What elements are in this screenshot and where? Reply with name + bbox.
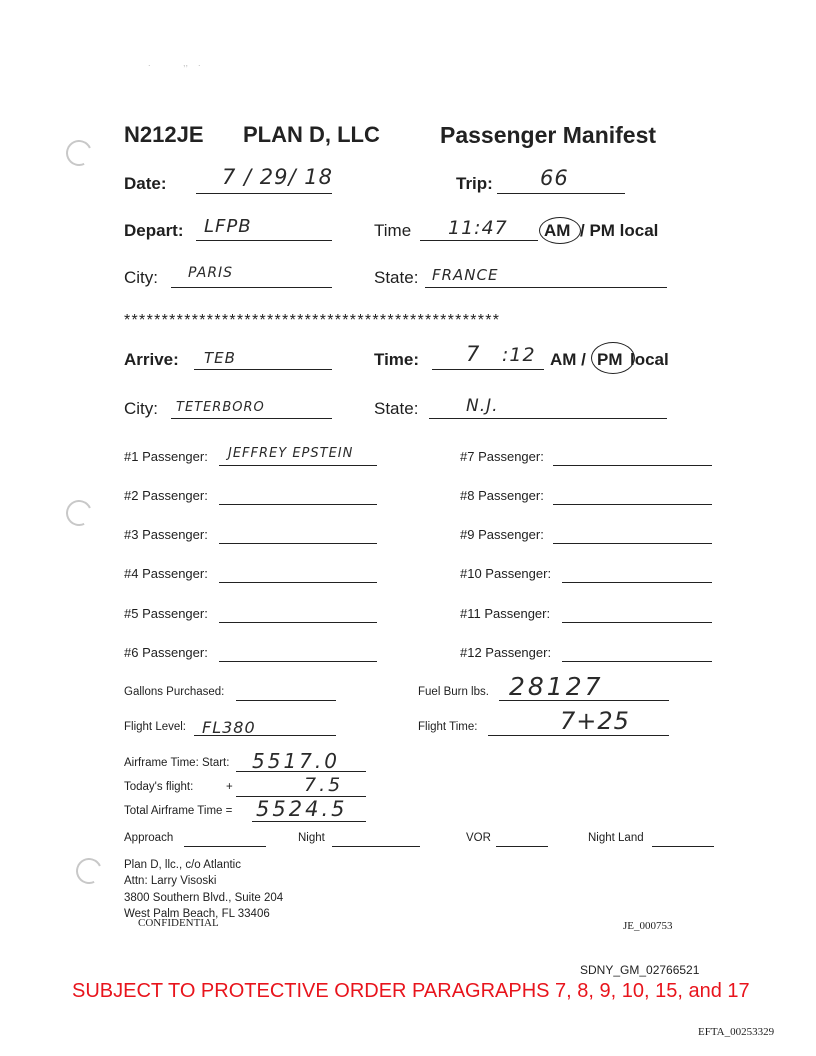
passenger-line-12 xyxy=(562,661,712,662)
punch-hole-middle xyxy=(62,496,95,529)
airframe-start-value: 5517.0 xyxy=(252,749,340,773)
passenger-line-3 xyxy=(219,543,377,544)
gallons-label: Gallons Purchased: xyxy=(124,686,225,698)
passenger-label-7: #7 Passenger: xyxy=(460,449,544,464)
arrive-value: TEB xyxy=(204,349,236,367)
total-airframe-line xyxy=(252,821,366,822)
trip-label: Trip: xyxy=(456,174,493,193)
airframe-start-label: Airframe Time: Start: xyxy=(124,757,230,769)
passenger-line-8 xyxy=(553,504,712,505)
passenger-label-9: #9 Passenger: xyxy=(460,527,544,542)
arrive-local-text: local xyxy=(630,350,669,369)
depart-time-value: 11:47 xyxy=(448,217,508,239)
passenger-label-5: #5 Passenger: xyxy=(124,606,208,621)
depart-value: LFPB xyxy=(204,216,252,237)
arrive-city-value: TETERBORO xyxy=(176,400,265,415)
protective-order-notice: SUBJECT TO PROTECTIVE ORDER PARAGRAPHS 7, 8, 9, 10, 15, and 17 xyxy=(72,980,750,1002)
passenger-label-6: #6 Passenger: xyxy=(124,645,208,660)
passenger-line-6 xyxy=(219,661,377,662)
address-line-1: Plan D, llc., c/o Atlantic xyxy=(124,859,241,871)
vor-line xyxy=(496,846,548,847)
bates-sdny: SDNY_GM_02766521 xyxy=(580,963,700,977)
confidential-stamp: CONFIDENTIAL xyxy=(138,917,219,929)
arrive-label: Arrive: xyxy=(124,350,179,369)
passenger-label-2: #2 Passenger: xyxy=(124,488,208,503)
address-line-3: 3800 Southern Blvd., Suite 204 xyxy=(124,892,284,904)
date-line xyxy=(196,193,332,194)
bates-je: JE_000753 xyxy=(623,920,673,932)
arrive-time-label: Time: xyxy=(374,350,420,369)
depart-state-label: State: xyxy=(374,268,419,287)
depart-am-text: AM xyxy=(544,221,571,240)
address-line-4: West Palm Beach, FL 33406 xyxy=(124,908,270,920)
night-land-label: Night Land xyxy=(588,832,644,844)
night-label: Night xyxy=(298,832,325,844)
passenger-value-1: JEFFREY EPSTEIN xyxy=(228,446,354,461)
flight-level-label: Flight Level: xyxy=(124,721,187,733)
depart-state-value: FRANCE xyxy=(432,266,499,284)
flight-time-value: 7+25 xyxy=(560,707,630,735)
passenger-label-4: #4 Passenger: xyxy=(124,566,208,581)
tail-number: N212JE xyxy=(124,122,204,147)
punch-hole-bottom xyxy=(72,854,105,887)
depart-time-label: Time xyxy=(374,221,412,240)
passenger-label-8: #8 Passenger: xyxy=(460,488,544,503)
depart-line xyxy=(196,240,332,241)
arrive-minute-line xyxy=(500,369,544,370)
passenger-line-4 xyxy=(219,582,377,583)
asterisk-separator: ************************************************** xyxy=(124,312,501,329)
passenger-line-9 xyxy=(553,543,712,544)
passenger-label-3: #3 Passenger: xyxy=(124,527,208,542)
depart-city-value: PARIS xyxy=(188,265,234,281)
address-line-2: Attn: Larry Visoski xyxy=(124,875,217,887)
approach-line xyxy=(184,846,266,847)
total-airframe-label: Total Airframe Time = xyxy=(124,805,233,817)
arrive-minute-value: :12 xyxy=(502,344,536,366)
depart-city-label: City: xyxy=(124,268,158,287)
depart-city-line xyxy=(171,287,332,288)
todays-flight-label: Today's flight: xyxy=(124,781,194,793)
fuel-burn-label: Fuel Burn lbs. xyxy=(418,686,489,698)
flight-time-label: Flight Time: xyxy=(418,721,478,733)
arrive-hour-line xyxy=(432,369,500,370)
arrive-pm-text: PM xyxy=(597,350,623,369)
night-line xyxy=(332,846,420,847)
company-name: PLAN D, LLC xyxy=(243,122,380,147)
depart-label: Depart: xyxy=(124,221,184,240)
arrive-city-line xyxy=(171,418,332,419)
night-land-line xyxy=(652,846,714,847)
trip-line xyxy=(497,193,625,194)
gallons-line xyxy=(236,700,336,701)
arrive-city-label: City: xyxy=(124,399,158,418)
arrive-line xyxy=(194,369,332,370)
depart-time-line xyxy=(420,240,538,241)
passenger-label-10: #10 Passenger: xyxy=(460,566,552,581)
arrive-am-slash-text: AM / xyxy=(550,350,586,369)
fuel-burn-value: 28127 xyxy=(509,672,604,701)
approach-label: Approach xyxy=(124,832,174,844)
passenger-line-2 xyxy=(219,504,377,505)
flight-time-line xyxy=(488,735,669,736)
arrive-state-line xyxy=(429,418,667,419)
passenger-line-10 xyxy=(562,582,712,583)
efta-number: EFTA_00253329 xyxy=(698,1026,775,1038)
plus-sign: + xyxy=(226,781,233,793)
passenger-label-12: #12 Passenger: xyxy=(460,645,552,660)
scan-specks: . ,, . xyxy=(148,58,201,68)
passenger-line-7 xyxy=(553,465,712,466)
arrive-state-label: State: xyxy=(374,399,419,418)
flight-level-value: FL380 xyxy=(202,718,256,737)
passenger-line-11 xyxy=(562,622,712,623)
arrive-state-value: N.J. xyxy=(466,396,499,416)
form-title: Passenger Manifest xyxy=(440,122,657,148)
vor-label: VOR xyxy=(466,832,491,844)
total-airframe-value: 5524.5 xyxy=(256,797,348,821)
trip-value: 66 xyxy=(540,166,569,190)
date-value: 7 / 29/ 18 xyxy=(222,165,333,189)
depart-pm-local-text: / PM local xyxy=(580,221,659,240)
date-label: Date: xyxy=(124,174,167,193)
passenger-line-1 xyxy=(219,465,377,466)
arrive-hour-value: 7 xyxy=(466,342,481,366)
punch-hole-top xyxy=(62,136,95,169)
passenger-label-1: #1 Passenger: xyxy=(124,449,208,464)
depart-state-line xyxy=(425,287,667,288)
passenger-label-11: #11 Passenger: xyxy=(460,606,551,621)
todays-flight-value: 7.5 xyxy=(304,774,344,796)
passenger-line-5 xyxy=(219,622,377,623)
